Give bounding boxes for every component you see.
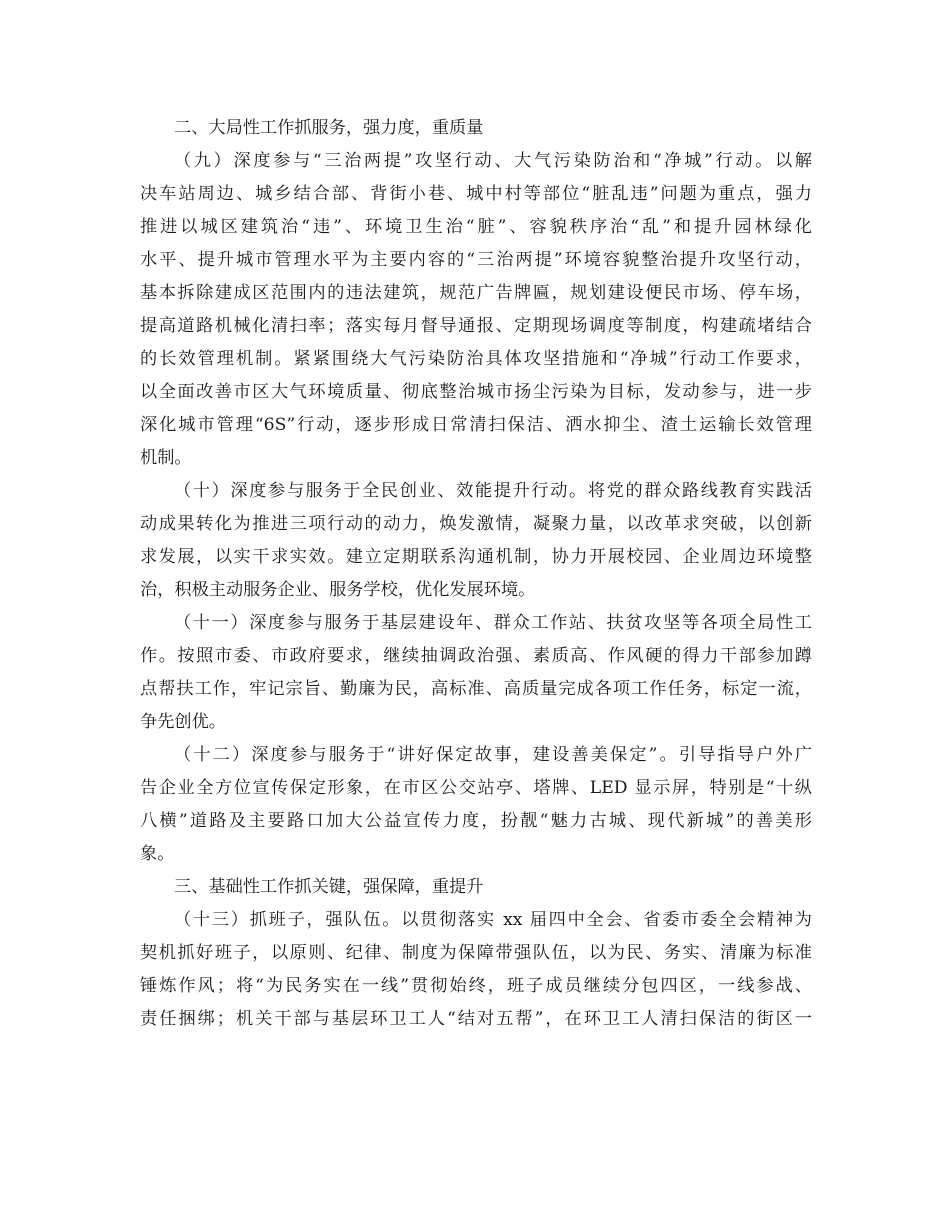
paragraph-13: [140, 904, 812, 1036]
paragraph-line: 八横”道路及主要路口加大公益宣传力度，扮靓“魅力古城、现代新城”的善美形: [140, 811, 812, 831]
paragraph-12: [140, 739, 812, 871]
paragraph-line: 求发展，以实干求实效。建立定期联系沟通机制，协力开展校园、企业周边环境整: [140, 547, 812, 567]
paragraph-line: （十三）抓班子，强队伍。以贯彻落实 xx 届四中全会、省委市委全会精神为: [174, 910, 812, 930]
paragraph-line: 契机抓好班子，以原则、纪律、制度为保障带强队伍，以为民、务实、清廉为标准: [140, 943, 812, 963]
paragraph-line: 告企业全方位宣传保定形象，在市区公交站亭、塔牌、LED 显示屏，特别是“十纵: [140, 778, 812, 798]
paragraph-line: 机制。: [140, 448, 192, 468]
paragraph-line: （十二）深度参与服务于“讲好保定故事，建设善美保定”。引导指导户外广: [174, 745, 812, 765]
section-heading-2: [140, 112, 812, 145]
paragraph-line: 基本拆除建成区范围内的违法建筑，规范广告牌匾，规划建设便民市场、停车场，: [140, 283, 812, 303]
paragraph-line: （十）深度参与服务于全民创业、效能提升行动。将党的群众路线教育实践活: [174, 481, 812, 501]
paragraph-9: [140, 145, 812, 475]
paragraph-line: 决车站周边、城乡结合部、背街小巷、城中村等部位“脏乱违”问题为重点，强力: [140, 184, 812, 204]
section-heading-3: [140, 871, 812, 904]
heading-text: 三、基础性工作抓关键，强保障，重提升: [174, 877, 484, 897]
paragraph-line: （九）深度参与“三治两提”攻坚行动、大气污染防治和“净城”行动。以解: [174, 151, 812, 171]
paragraph-line: 争先创优。: [140, 712, 226, 732]
paragraph-line: 作。按照市委、市政府要求，继续抽调政治强、素质高、作风硬的得力干部参加蹲: [140, 646, 812, 666]
paragraph-line: 动成果转化为推进三项行动的动力，焕发激情，凝聚力量，以改革求突破，以创新: [140, 514, 812, 534]
paragraph-line: 以全面改善市区大气环境质量、彻底整治城市扬尘污染为目标，发动参与，进一步: [140, 382, 812, 402]
paragraph-line: 点帮扶工作，牢记宗旨、勤廉为民，高标准、高质量完成各项工作任务，标定一流，: [140, 679, 812, 699]
paragraph-line: 推进以城区建筑治“违”、环境卫生治“脏”、容貌秩序治“乱”和提升园林绿化: [140, 217, 812, 237]
document-page: [140, 112, 812, 1036]
paragraph-10: [140, 475, 812, 607]
paragraph-line: 责任捆绑；机关干部与基层环卫工人“结对五帮”，在环卫工人清扫保洁的街区一: [140, 1009, 812, 1029]
paragraph-line: 深化城市管理“6S”行动，逐步形成日常清扫保洁、洒水抑尘、渣土运输长效管理: [140, 415, 812, 435]
paragraph-line: 提高道路机械化清扫率；落实每月督导通报、定期现场调度等制度，构建疏堵结合: [140, 316, 812, 336]
paragraph-line: 水平、提升城市管理水平为主要内容的“三治两提”环境容貌整治提升攻坚行动，: [140, 250, 812, 270]
heading-text: 二、大局性工作抓服务，强力度，重质量: [174, 118, 484, 138]
paragraph-line: （十一）深度参与服务于基层建设年、群众工作站、扶贫攻坚等各项全局性工: [174, 613, 812, 633]
paragraph-line: 治，积极主动服务企业、服务学校，优化发展环境。: [140, 580, 536, 600]
paragraph-line: 锤炼作风；将“为民务实在一线”贯彻始终，班子成员继续分包四区，一线参战、: [140, 976, 812, 996]
paragraph-line: 的长效管理机制。紧紧围绕大气污染防治具体攻坚措施和“净城”行动工作要求，: [140, 349, 812, 369]
paragraph-11: [140, 607, 812, 739]
paragraph-line: 象。: [140, 844, 175, 864]
